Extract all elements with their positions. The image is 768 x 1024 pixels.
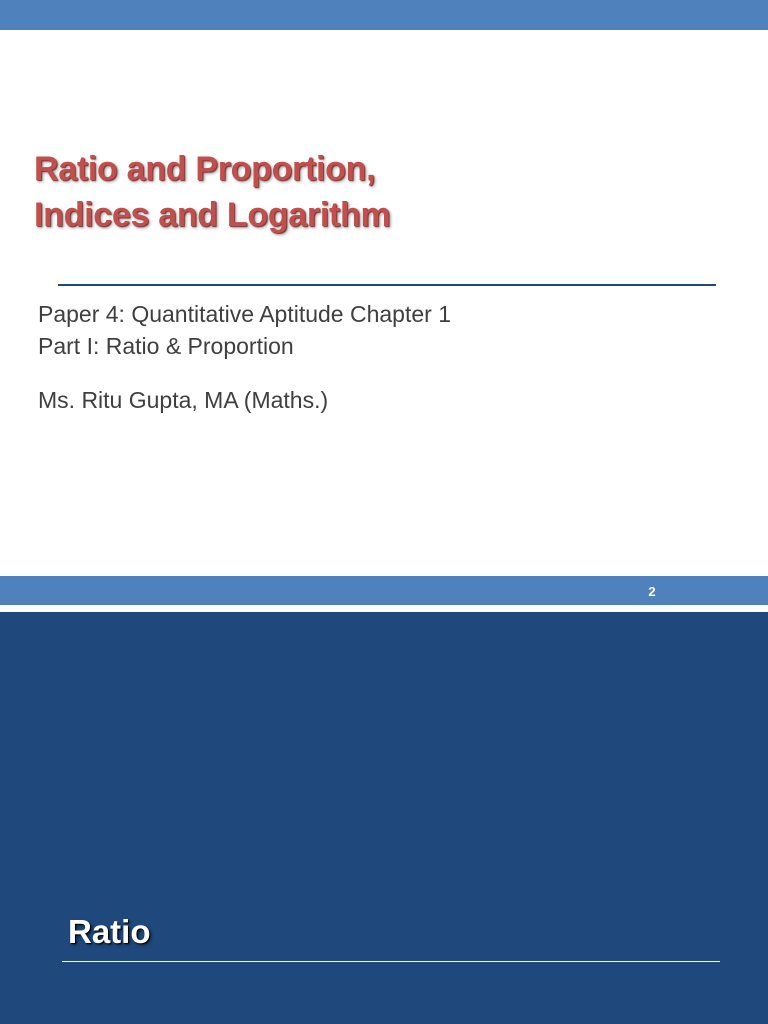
slide-1-top-bar [0,0,768,30]
slide-2-gap [0,605,768,612]
title-line-2: Indices and Logarithm [34,196,391,234]
slide-1-subtitle [38,298,451,416]
slide-number: 2 [648,584,656,599]
title-divider [58,284,716,286]
slide-1-title [34,146,734,238]
title-line-1: Ratio and Proportion, [34,150,376,188]
subtitle-line-1: Paper 4: Quantitative Aptitude Chapter 1 [38,301,451,327]
author-name: Ms. Ritu Gupta, MA (Maths.) [38,387,329,413]
slide-2-title: Ratio [68,913,151,950]
slide-2-title-divider [62,961,720,962]
subtitle-line-2: Part I: Ratio & Proportion [38,333,294,359]
slide-2 [0,612,768,1024]
